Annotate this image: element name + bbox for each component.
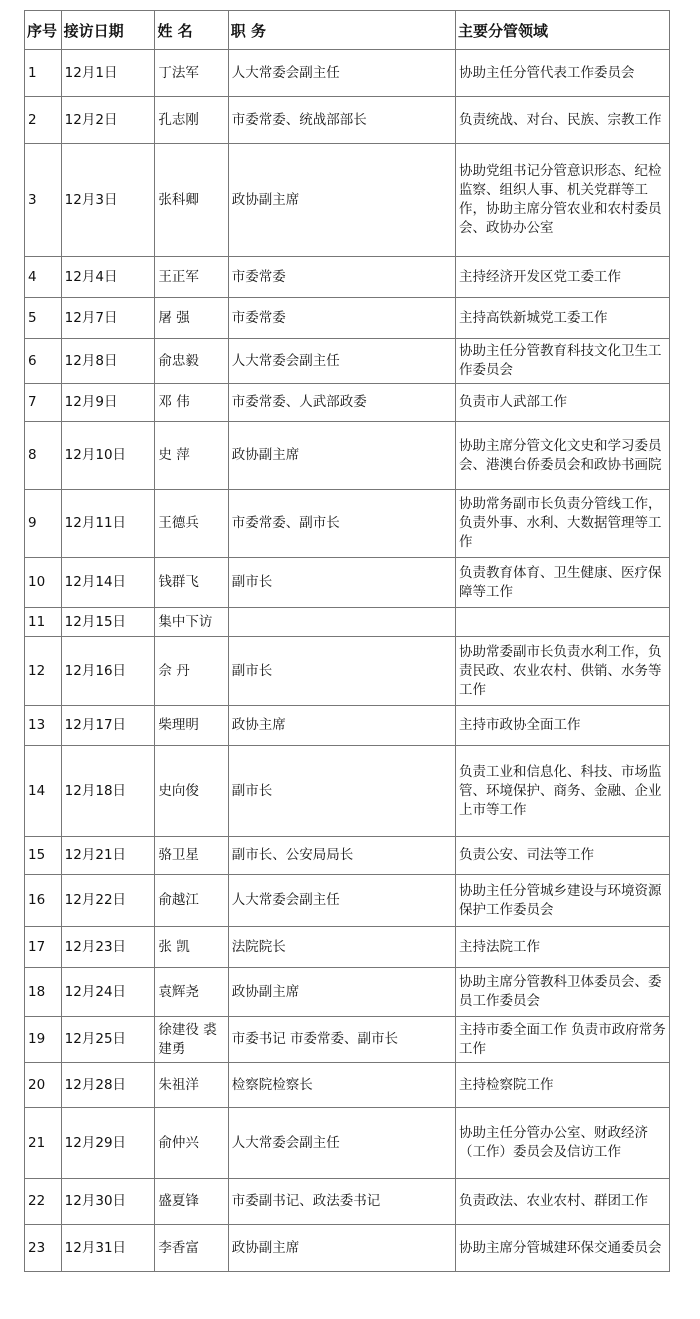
reception-schedule-table [24, 10, 670, 1272]
table-row [25, 50, 670, 97]
table-row [25, 1225, 670, 1272]
cell-duties: 负责政法、农业农村、群团工作 [455, 1179, 669, 1225]
header-row [25, 11, 670, 50]
table-row [25, 1017, 670, 1063]
table-row [25, 927, 670, 968]
cell-number: 20 [25, 1063, 62, 1108]
cell-position: 人大常委会副主任 [228, 339, 455, 384]
cell-duties: 主持市政协全面工作 [455, 706, 669, 746]
cell-duties: 负责统战、对台、民族、宗教工作 [455, 97, 669, 144]
cell-number: 2 [25, 97, 62, 144]
table-row [25, 339, 670, 384]
cell-number: 22 [25, 1179, 62, 1225]
cell-date: 12月15日 [61, 608, 155, 637]
cell-date: 12月18日 [61, 746, 155, 837]
table-row [25, 746, 670, 837]
cell-number: 8 [25, 422, 62, 490]
cell-position: 市委常委、人武部政委 [228, 384, 455, 422]
cell-date: 12月2日 [61, 97, 155, 144]
cell-name: 屠 强 [155, 298, 228, 339]
cell-date: 12月14日 [61, 558, 155, 608]
cell-position: 副市长 [228, 637, 455, 706]
table-row [25, 1063, 670, 1108]
cell-date: 12月29日 [61, 1108, 155, 1179]
table-row [25, 1108, 670, 1179]
cell-name: 李香富 [155, 1225, 228, 1272]
cell-date: 12月25日 [61, 1017, 155, 1063]
header-number: 序号 [25, 11, 62, 50]
table-row [25, 298, 670, 339]
cell-date: 12月9日 [61, 384, 155, 422]
cell-date: 12月10日 [61, 422, 155, 490]
cell-position: 人大常委会副主任 [228, 875, 455, 927]
cell-number: 18 [25, 968, 62, 1017]
cell-date: 12月23日 [61, 927, 155, 968]
cell-duties: 主持经济开发区党工委工作 [455, 257, 669, 298]
cell-name: 盛夏锋 [155, 1179, 228, 1225]
cell-number: 11 [25, 608, 62, 637]
cell-name: 史 萍 [155, 422, 228, 490]
cell-date: 12月4日 [61, 257, 155, 298]
cell-date: 12月3日 [61, 144, 155, 257]
cell-number: 9 [25, 490, 62, 558]
cell-duties: 协助主任分管城乡建设与环境资源保护工作委员会 [455, 875, 669, 927]
cell-duties: 主持高铁新城党工委工作 [455, 298, 669, 339]
cell-duties: 负责公安、司法等工作 [455, 837, 669, 875]
table-row [25, 558, 670, 608]
cell-number: 15 [25, 837, 62, 875]
cell-number: 16 [25, 875, 62, 927]
cell-position: 法院院长 [228, 927, 455, 968]
cell-duties: 协助党组书记分管意识形态、纪检监察、组织人事、机关党群等工作，协助主席分管农业和农村委员会、政协办公室 [455, 144, 669, 257]
cell-name: 邓 伟 [155, 384, 228, 422]
header-name: 姓 名 [155, 11, 228, 50]
table-row [25, 97, 670, 144]
table-header [25, 11, 670, 50]
cell-name: 俞越江 [155, 875, 228, 927]
table-row [25, 422, 670, 490]
cell-name: 俞忠毅 [155, 339, 228, 384]
cell-name: 孔志刚 [155, 97, 228, 144]
cell-position: 政协副主席 [228, 1225, 455, 1272]
cell-position: 市委常委、副市长 [228, 490, 455, 558]
cell-duties: 协助主任分管教育科技文化卫生工作委员会 [455, 339, 669, 384]
cell-duties [455, 608, 669, 637]
cell-name: 史向俊 [155, 746, 228, 837]
cell-number: 17 [25, 927, 62, 968]
cell-name: 张科卿 [155, 144, 228, 257]
cell-number: 3 [25, 144, 62, 257]
cell-name: 丁法军 [155, 50, 228, 97]
table-row [25, 837, 670, 875]
cell-name: 朱祖洋 [155, 1063, 228, 1108]
cell-date: 12月21日 [61, 837, 155, 875]
cell-position: 副市长、公安局局长 [228, 837, 455, 875]
cell-position: 政协主席 [228, 706, 455, 746]
cell-number: 19 [25, 1017, 62, 1063]
cell-position: 市委常委 [228, 298, 455, 339]
cell-position: 政协副主席 [228, 144, 455, 257]
cell-position: 检察院检察长 [228, 1063, 455, 1108]
cell-position: 市委常委、统战部部长 [228, 97, 455, 144]
cell-duties: 主持市委全面工作 负责市政府常务工作 [455, 1017, 669, 1063]
cell-position: 副市长 [228, 558, 455, 608]
cell-date: 12月31日 [61, 1225, 155, 1272]
table-row [25, 144, 670, 257]
cell-date: 12月16日 [61, 637, 155, 706]
cell-duties: 协助常委副市长负责水利工作，负责民政、农业农村、供销、水务等工作 [455, 637, 669, 706]
cell-position: 政协副主席 [228, 968, 455, 1017]
table-row [25, 490, 670, 558]
cell-name: 王德兵 [155, 490, 228, 558]
cell-number: 5 [25, 298, 62, 339]
cell-number: 14 [25, 746, 62, 837]
cell-name: 王正军 [155, 257, 228, 298]
cell-date: 12月1日 [61, 50, 155, 97]
cell-number: 23 [25, 1225, 62, 1272]
table-body [25, 50, 670, 1272]
cell-name: 集中下访 [155, 608, 228, 637]
cell-date: 12月30日 [61, 1179, 155, 1225]
cell-position: 人大常委会副主任 [228, 50, 455, 97]
cell-number: 6 [25, 339, 62, 384]
table-row [25, 257, 670, 298]
cell-duties: 协助主任分管代表工作委员会 [455, 50, 669, 97]
table-row [25, 968, 670, 1017]
cell-number: 12 [25, 637, 62, 706]
cell-position: 副市长 [228, 746, 455, 837]
cell-number: 7 [25, 384, 62, 422]
cell-number: 21 [25, 1108, 62, 1179]
table-row [25, 1179, 670, 1225]
cell-duties: 协助主席分管城建环保交通委员会 [455, 1225, 669, 1272]
cell-position: 人大常委会副主任 [228, 1108, 455, 1179]
table-row [25, 637, 670, 706]
cell-name: 俞仲兴 [155, 1108, 228, 1179]
header-position: 职 务 [228, 11, 455, 50]
cell-date: 12月8日 [61, 339, 155, 384]
cell-duties: 协助主席分管教科卫体委员会、委员工作委员会 [455, 968, 669, 1017]
cell-position [228, 608, 455, 637]
header-date: 接访日期 [61, 11, 155, 50]
table-row [25, 706, 670, 746]
cell-position: 市委副书记、政法委书记 [228, 1179, 455, 1225]
cell-duties: 主持法院工作 [455, 927, 669, 968]
cell-number: 4 [25, 257, 62, 298]
table-row [25, 384, 670, 422]
table-row [25, 608, 670, 637]
table-row [25, 875, 670, 927]
cell-position: 市委书记 市委常委、副市长 [228, 1017, 455, 1063]
cell-name: 袁辉尧 [155, 968, 228, 1017]
cell-duties: 主持检察院工作 [455, 1063, 669, 1108]
cell-name: 张 凯 [155, 927, 228, 968]
cell-name: 柴理明 [155, 706, 228, 746]
cell-duties: 协助主席分管文化文史和学习委员会、港澳台侨委员会和政协书画院 [455, 422, 669, 490]
cell-number: 13 [25, 706, 62, 746]
cell-date: 12月28日 [61, 1063, 155, 1108]
cell-date: 12月24日 [61, 968, 155, 1017]
cell-date: 12月7日 [61, 298, 155, 339]
cell-name: 钱群飞 [155, 558, 228, 608]
cell-duties: 负责教育体育、卫生健康、医疗保障等工作 [455, 558, 669, 608]
cell-name: 骆卫星 [155, 837, 228, 875]
cell-position: 政协副主席 [228, 422, 455, 490]
cell-name: 徐建役 裘建勇 [155, 1017, 228, 1063]
cell-name: 佘 丹 [155, 637, 228, 706]
cell-date: 12月17日 [61, 706, 155, 746]
cell-duties: 负责工业和信息化、科技、市场监管、环境保护、商务、金融、企业上市等工作 [455, 746, 669, 837]
cell-date: 12月22日 [61, 875, 155, 927]
cell-number: 10 [25, 558, 62, 608]
cell-duties: 协助主任分管办公室、财政经济（工作）委员会及信访工作 [455, 1108, 669, 1179]
cell-date: 12月11日 [61, 490, 155, 558]
cell-duties: 协助常务副市长负责分管线工作，负责外事、水利、大数据管理等工作 [455, 490, 669, 558]
header-duties: 主要分管领域 [455, 11, 669, 50]
cell-number: 1 [25, 50, 62, 97]
cell-position: 市委常委 [228, 257, 455, 298]
cell-duties: 负责市人武部工作 [455, 384, 669, 422]
